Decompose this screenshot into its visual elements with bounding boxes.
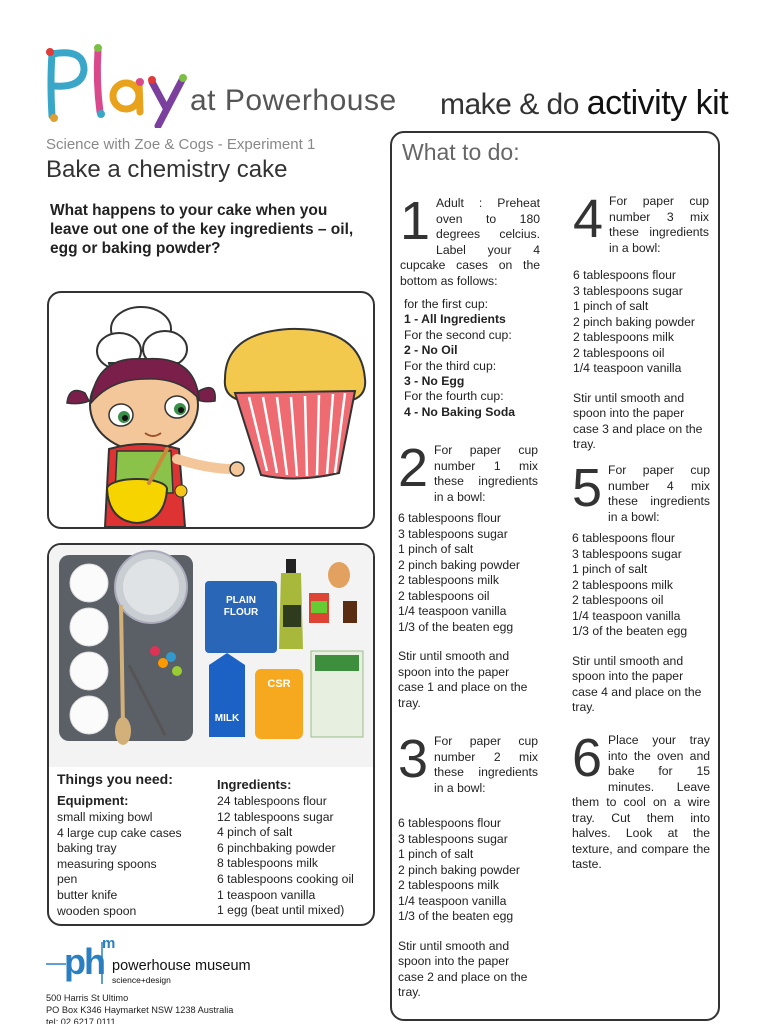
cup-label: For the second cup: (404, 327, 512, 342)
ingredients-list (217, 794, 354, 919)
list-item: 4 large cup cake cases (57, 825, 182, 840)
step-ingredient-list (573, 268, 709, 377)
sugar-label: CSR (267, 678, 291, 690)
things-you-need-panel (47, 543, 375, 926)
phm-letters: ph (64, 941, 104, 982)
museum-address (46, 992, 233, 1024)
equipment-list (57, 810, 182, 919)
cup-label: For the fourth cup: (404, 389, 504, 404)
address-line: 500 Harris St Ultimo (46, 993, 129, 1003)
page-title: Bake a chemistry cake (46, 156, 288, 183)
list-item: 1 pinch of salt (398, 847, 474, 861)
step-instruction: Stir until smooth and spoon into the paper case 1 and place on the tray. (398, 649, 528, 710)
powerhouse-museum-logo (46, 934, 266, 990)
step-1 (400, 191, 540, 420)
phm-m-letter: m (102, 935, 116, 952)
list-item: 3 tablespoons sugar (398, 831, 508, 846)
list-item: 2 tablespoons milk (573, 330, 674, 344)
sugar-bag-icon (255, 669, 303, 739)
cupcake-icon (225, 329, 365, 479)
list-item: butter knife (57, 887, 118, 902)
activity-kit-heading (440, 84, 728, 123)
step-intro: For paper cup number 2 mix these ingredients in a bowl: (434, 734, 538, 795)
ingredients-heading: Ingredients: (217, 777, 292, 792)
list-item: 2 pinch baking powder (398, 557, 520, 572)
step-5 (572, 458, 710, 716)
milk-carton-icon (209, 653, 245, 737)
list-item: 12 tablespoons sugar (217, 809, 334, 824)
what-to-do-panel (390, 131, 720, 1021)
equipment-heading: Equipment: (57, 793, 129, 808)
list-item: 2 tablespoons milk (398, 878, 499, 892)
step-intro: For paper cup number 1 mix these ingredients in a bowl: (434, 443, 538, 504)
list-item: measuring spoons (57, 856, 157, 871)
list-item: 3 tablespoons sugar (398, 526, 508, 541)
step-intro: Place your tray into the oven and bake for 15 minutes. Leave them to cool on a wire tray. Cut them into halves. Look at the texture, and compare the taste. (572, 733, 710, 871)
muffin-tray-icon (59, 551, 193, 741)
address-line: PO Box K346 Haymarket NSW 1238 Australia (46, 1005, 234, 1015)
play-logo-text: Play (44, 42, 46, 43)
what-to-do-heading: What to do: (402, 139, 520, 165)
list-item: 1 teaspoon vanilla (217, 887, 316, 902)
list-item: 1/3 of the beaten egg (572, 624, 688, 638)
list-item: 6 tablespoons flour (572, 531, 675, 545)
things-you-need-heading: Things you need: (57, 771, 173, 787)
step-number: 6 (572, 728, 603, 788)
flour-label-1: PLAIN (226, 595, 256, 606)
list-item: 2 pinch baking powder (398, 862, 520, 877)
list-item: 1/4 teaspoon vanilla (573, 361, 682, 375)
step-ingredient-list (572, 531, 710, 640)
list-item: 3 tablespoons sugar (573, 283, 683, 298)
step-intro: For paper cup number 4 mix these ingredients in a bowl: (608, 463, 710, 524)
list-item: wooden spoon (57, 903, 137, 918)
illustration-panel (47, 291, 375, 529)
step-intro: For paper cup number 3 mix these ingredients in a bowl: (609, 194, 709, 255)
step-3 (398, 729, 538, 1001)
list-item: baking tray (57, 841, 117, 856)
list-item: 4 pinch of salt (217, 825, 293, 840)
step-6 (572, 728, 710, 873)
list-item: 1 pinch of salt (572, 562, 648, 576)
question-text: What happens to your cake when you leave out one of the key ingredients – oil, egg or baking powder? (50, 202, 354, 257)
step-number: 3 (398, 729, 429, 789)
flour-bag-icon (205, 581, 277, 653)
list-item: 1 pinch of salt (573, 299, 649, 313)
list-item: 1/3 of the beaten egg (398, 619, 514, 634)
make-do-text: make & do (440, 88, 587, 121)
step-intro: Adult : Preheat oven to 180 degrees celcius. Label your 4 cupcake cases on the bottom as follows: (400, 196, 540, 288)
experiment-subtitle: Science with Zoe & Cogs - Experiment 1 (46, 136, 316, 153)
list-item: 6 pinchbaking powder (217, 840, 336, 855)
ingredients-photo (49, 545, 373, 767)
list-item: 1 pinch of salt (398, 542, 474, 556)
step-ingredient-list (398, 511, 538, 635)
zoe-baking-illustration (49, 293, 373, 527)
step-instruction: Stir until smooth and spoon into the paper case 3 and place on the tray. (573, 390, 703, 451)
museum-tagline: science+design (112, 975, 171, 985)
list-item: 6 tablespoons cooking oil (217, 871, 354, 886)
list-item: 1/4 teaspoon vanilla (572, 608, 681, 623)
list-item: 2 tablespoons milk (572, 577, 673, 592)
list-item: 24 tablespoons flour (217, 794, 327, 808)
play-logo (44, 42, 194, 128)
step-instruction: Stir until smooth and spoon into the paper case 4 and place on the tray. (572, 653, 702, 714)
flour-label-2: FLOUR (223, 607, 259, 618)
activity-kit-text: activity kit (586, 84, 729, 122)
cup-value: 2 - No Oil (404, 343, 458, 358)
list-item: 2 tablespoons milk (398, 573, 499, 587)
list-item: small mixing bowl (57, 810, 153, 824)
museum-name: powerhouse museum (112, 958, 251, 974)
list-item: 6 tablespoons flour (398, 816, 501, 830)
list-item: pen (57, 872, 78, 887)
step-number: 1 (400, 191, 431, 251)
list-item: 8 tablespoons milk (217, 856, 318, 871)
list-item: 3 tablespoons sugar (572, 546, 682, 561)
cup-value: 3 - No Egg (404, 374, 465, 389)
step-instruction: Stir until smooth and spoon into the paper case 2 and place on the tray. (398, 938, 528, 999)
cup-labels (400, 297, 540, 420)
cup-value: 4 - No Baking Soda (404, 404, 516, 419)
list-item: 2 pinch baking powder (573, 314, 695, 329)
step-ingredient-list (398, 816, 538, 925)
list-item: 1 egg (beat until mixed) (217, 903, 345, 918)
step-number: 4 (573, 189, 604, 249)
address-line: tel: 02 6217 0111 (46, 1017, 116, 1024)
list-item: 2 tablespoons oil (398, 588, 490, 603)
list-item: 2 tablespoons oil (573, 345, 665, 360)
list-item: 6 tablespoons flour (573, 268, 676, 282)
at-powerhouse-text: at Powerhouse (190, 84, 397, 117)
cup-value: 1 - All Ingredients (404, 312, 506, 327)
step-number: 2 (398, 438, 429, 498)
cup-label: For the third cup: (404, 358, 497, 373)
step-2 (398, 438, 538, 711)
list-item: 1/4 teaspoon vanilla (398, 604, 507, 618)
list-item: 1/4 teaspoon vanilla (398, 893, 507, 908)
cup-label: for the first cup: (404, 297, 488, 311)
list-item: 2 tablespoons oil (572, 593, 664, 607)
milk-label: MILK (214, 713, 240, 724)
list-item: 1/3 of the beaten egg (398, 909, 514, 923)
step-4 (573, 189, 709, 453)
step-number: 5 (572, 458, 603, 518)
list-item: 6 tablespoons flour (398, 511, 501, 525)
